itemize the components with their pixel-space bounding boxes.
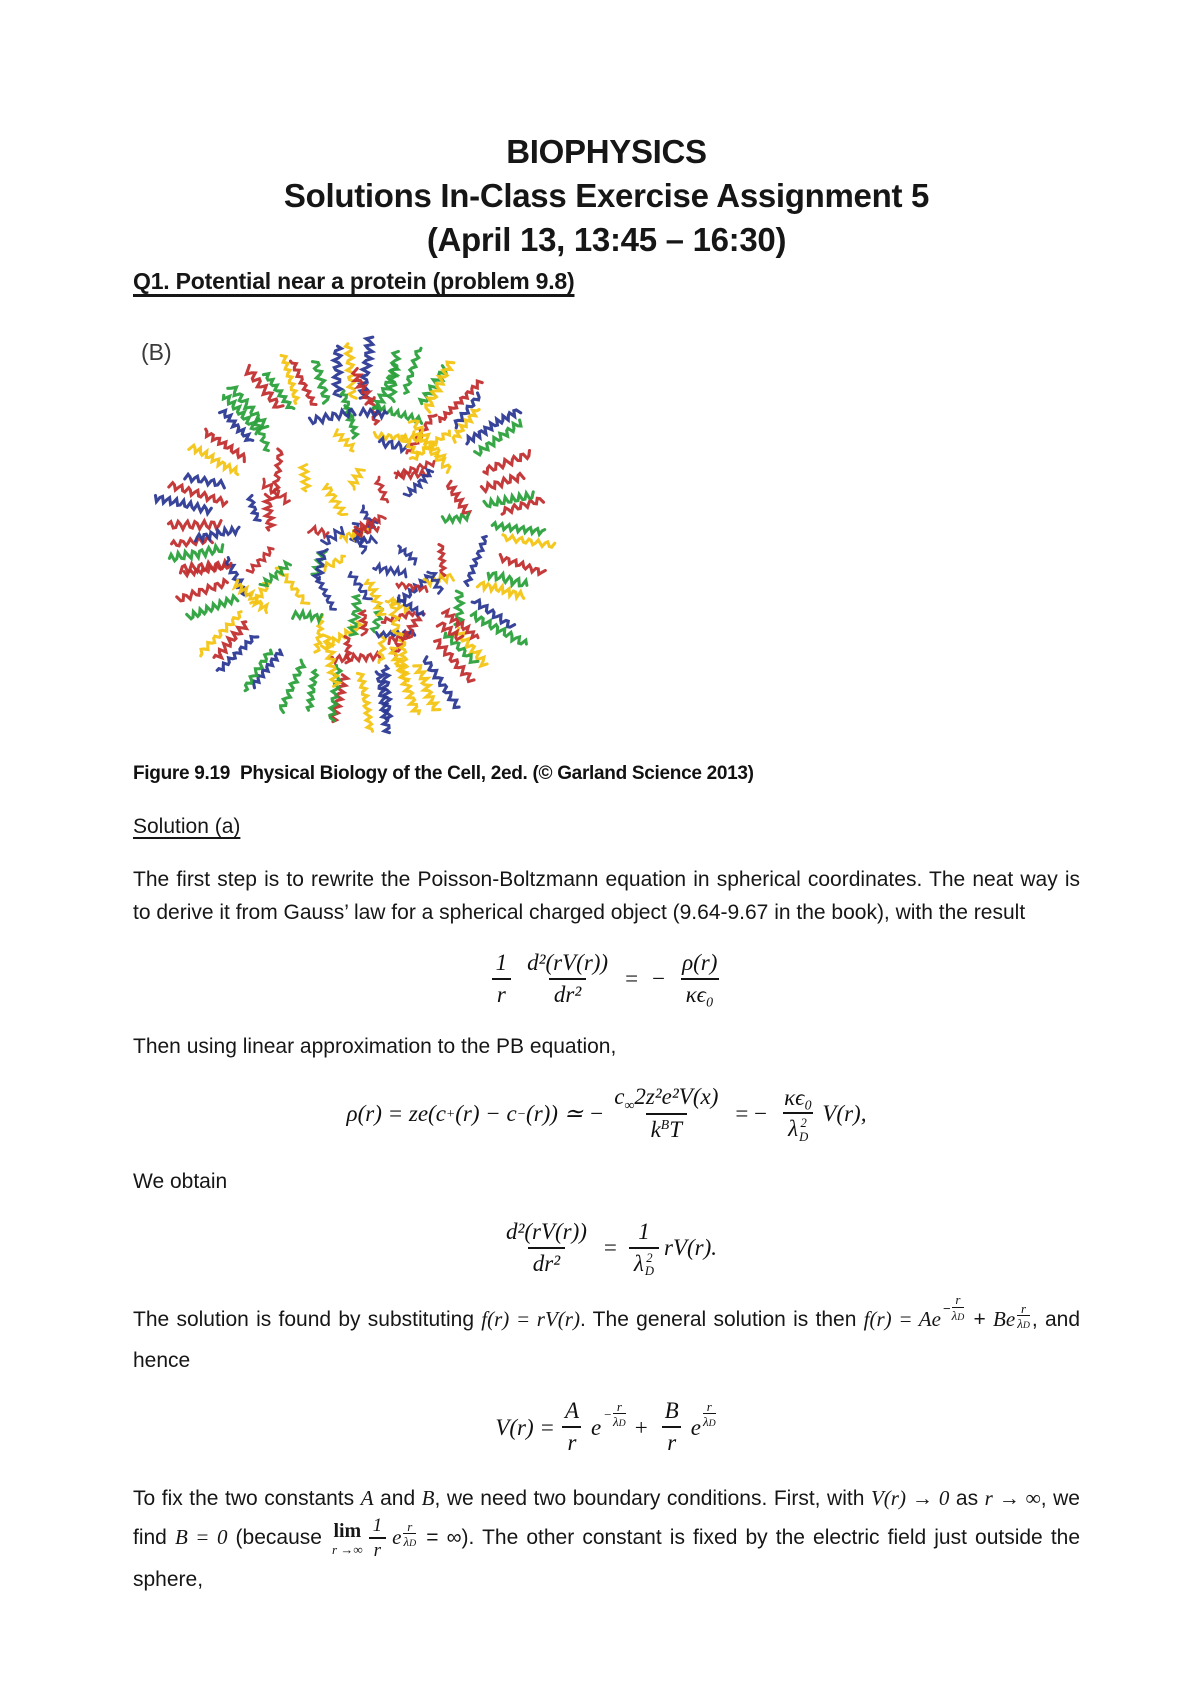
exponent <box>943 1293 964 1323</box>
small-fraction <box>703 1400 716 1430</box>
fraction-charge-density <box>677 949 722 1010</box>
math-denominator: κϵ₀ <box>681 978 719 1010</box>
math-numerator: κϵ₀ <box>784 1084 813 1110</box>
figure-caption: Figure 9.19 Physical Biology of the Cell, 2ed. (© Garland Science 2013) <box>133 763 754 784</box>
superscript-subscript-stack <box>799 1117 808 1144</box>
title-line-1: BIOPHYSICS <box>506 133 707 170</box>
math-subscript: B <box>660 1117 670 1133</box>
plus-sign: + <box>634 1414 648 1440</box>
math-denominator: r <box>662 1426 681 1458</box>
math-numerator: ρ(r) <box>682 950 718 975</box>
euler-e: e <box>392 1524 402 1549</box>
math-run: f(r) = rV(r) <box>481 1306 580 1331</box>
equals-sign: = <box>625 966 639 992</box>
document-title <box>133 130 1080 262</box>
lambda-symbol: λ <box>403 1534 410 1550</box>
minus-sign: − <box>652 966 666 992</box>
math-subscript: D <box>409 1538 417 1550</box>
lambda-symbol: λ <box>951 1307 958 1323</box>
fraction-derivative <box>522 949 613 1010</box>
math-denominator <box>629 1247 659 1279</box>
math-numerator: 1 <box>372 1514 383 1536</box>
equation-potential-solution <box>133 1397 1080 1458</box>
math-numerator: r <box>955 1292 961 1308</box>
math-numerator: 1 <box>638 1219 650 1245</box>
math-denominator <box>403 1533 416 1549</box>
exponent <box>603 1400 625 1430</box>
math-subscript: − <box>516 1105 527 1121</box>
small-fraction <box>613 1400 626 1430</box>
lambda-symbol: λ <box>702 1414 709 1430</box>
math-run: B <box>421 1485 435 1510</box>
math-run: T <box>669 1117 683 1143</box>
math-numerator <box>609 1083 723 1114</box>
math-subscript: D <box>799 1129 809 1144</box>
math-denominator <box>952 1307 965 1323</box>
fraction-derivative <box>501 1218 592 1279</box>
title-line-3: (April 13, 13:45 – 16:30) <box>426 221 787 258</box>
math-denominator <box>1017 1315 1030 1331</box>
fraction-linear-term <box>609 1083 723 1146</box>
math-denominator: r <box>562 1426 581 1458</box>
text-run: as <box>949 1486 985 1510</box>
math-subscript: + <box>445 1105 456 1121</box>
math-run: c <box>614 1083 625 1109</box>
minus-sign: − <box>603 1407 612 1423</box>
paragraph-general-solution <box>133 1292 1081 1378</box>
math-run: V(r), <box>822 1100 867 1126</box>
paragraph-boundary-conditions <box>133 1482 1080 1596</box>
minus-sign: − <box>942 1300 951 1316</box>
math-numerator: r <box>616 1398 622 1414</box>
math-run: rV(r). <box>664 1235 718 1261</box>
lambda-symbol: λ <box>613 1414 619 1430</box>
superscript-subscript-stack <box>645 1252 654 1279</box>
title-line-2: Solutions In-Class Exercise Assignment 5 <box>283 177 930 214</box>
math-superscript: 2 <box>800 1116 807 1131</box>
equals-sign: = <box>603 1235 617 1261</box>
small-fraction <box>1017 1302 1030 1332</box>
euler-e: e <box>690 1414 701 1440</box>
math-run: V(r) → 0 <box>870 1485 950 1510</box>
math-run: ρ(r) = ze(c <box>346 1100 446 1126</box>
text-run: The solution is found by substituting <box>133 1307 482 1331</box>
fraction-kappa-lambda <box>779 1084 817 1145</box>
math-denominator: dr² <box>528 1247 565 1279</box>
fraction-a-over-r <box>560 1397 584 1458</box>
math-run: B = 0 <box>174 1524 228 1549</box>
euler-e: e <box>591 1414 602 1440</box>
protein-structure-image <box>147 323 565 741</box>
math-denominator: dr² <box>549 978 586 1010</box>
math-numerator: B <box>664 1398 679 1424</box>
math-numerator: A <box>564 1398 579 1424</box>
math-denominator: r <box>369 1537 386 1562</box>
math-subscript: D <box>708 1418 716 1430</box>
text-run: = ∞). The other constant is fixed by the electric field just outside the sphere, <box>133 1525 1081 1591</box>
lim-word: lim <box>333 1519 362 1542</box>
equation-linearized-pb <box>133 1083 1080 1146</box>
math-subscript: D <box>618 1418 626 1430</box>
math-subscript: D <box>644 1264 655 1279</box>
math-denominator <box>783 1112 813 1144</box>
fraction-one-over-lambda <box>629 1218 659 1279</box>
lambda-symbol: λ <box>1017 1316 1023 1332</box>
solution-heading: Solution (a) <box>133 815 241 838</box>
text-run: (because <box>227 1525 331 1549</box>
small-fraction <box>952 1293 965 1323</box>
text-run: + <box>966 1307 994 1331</box>
math-numerator: r <box>407 1518 413 1534</box>
text-run: , and hence <box>133 1307 1081 1373</box>
math-numerator: d²(rV(r)) <box>527 950 609 975</box>
math-subscript: D <box>957 1311 965 1323</box>
math-denominator <box>613 1413 626 1429</box>
math-subscript: D <box>1022 1320 1030 1332</box>
paragraph-linear-approx: Then using linear approximation to the PB equation, <box>133 1034 617 1058</box>
fraction-one-over-r <box>368 1515 388 1562</box>
equation-helmholtz-form <box>133 1218 1080 1279</box>
math-run: f(r) = Ae <box>863 1306 941 1331</box>
text-run: To fix the two constants <box>133 1486 361 1510</box>
text-run: , we find <box>133 1486 1080 1549</box>
lim-subscript: r →∞ <box>332 1541 363 1557</box>
math-run: (r) − c <box>455 1100 517 1126</box>
text-run: and <box>373 1486 422 1510</box>
fraction-one-over-r <box>491 949 513 1010</box>
text-run: . The general solution is then <box>579 1307 864 1331</box>
figure-9-19 <box>133 327 1080 755</box>
question-heading: Q1. Potential near a protein (problem 9.8) <box>133 268 575 294</box>
math-run: r → ∞ <box>984 1485 1041 1510</box>
panel-label: (B) <box>141 339 172 365</box>
math-run: A <box>360 1485 374 1510</box>
exponent <box>403 1520 416 1550</box>
paragraph-intro: The first step is to rewrite the Poisson-Boltzmann equation in spherical coordinates. The neat way is to derive it from Gauss’ law for a spherical charged object (9.64-9.67 in the book), with the result <box>133 868 1080 924</box>
math-numerator: 1 <box>495 950 508 975</box>
math-numerator: r <box>1021 1300 1027 1316</box>
equation-poisson-spherical <box>133 949 1080 1010</box>
text-run: , we need two boundary conditions. First, with <box>434 1486 871 1510</box>
math-denominator: r <box>492 978 511 1010</box>
math-superscript: 2 <box>646 1250 653 1265</box>
math-run: (r)) ≃ − <box>526 1100 605 1126</box>
small-fraction <box>403 1520 416 1550</box>
math-numerator: r <box>706 1398 712 1414</box>
math-run: V(r) = <box>495 1414 555 1440</box>
math-denominator <box>646 1113 687 1145</box>
math-numerator: d²(rV(r)) <box>505 1219 587 1245</box>
lambda-symbol: λ <box>633 1250 644 1276</box>
math-subscript: ∞ <box>624 1097 635 1113</box>
paragraph-we-obtain: We obtain <box>133 1170 228 1194</box>
fraction-b-over-r <box>660 1397 684 1458</box>
math-denominator <box>703 1413 716 1429</box>
equals-minus: = − <box>735 1100 768 1126</box>
math-run: Be <box>993 1306 1016 1331</box>
math-run: k <box>650 1117 661 1143</box>
exponent <box>703 1400 716 1430</box>
lambda-symbol: λ <box>788 1116 799 1142</box>
limit-operator <box>332 1521 363 1556</box>
exponent <box>1017 1302 1030 1332</box>
math-run: 2z²e²V(x) <box>634 1083 719 1109</box>
